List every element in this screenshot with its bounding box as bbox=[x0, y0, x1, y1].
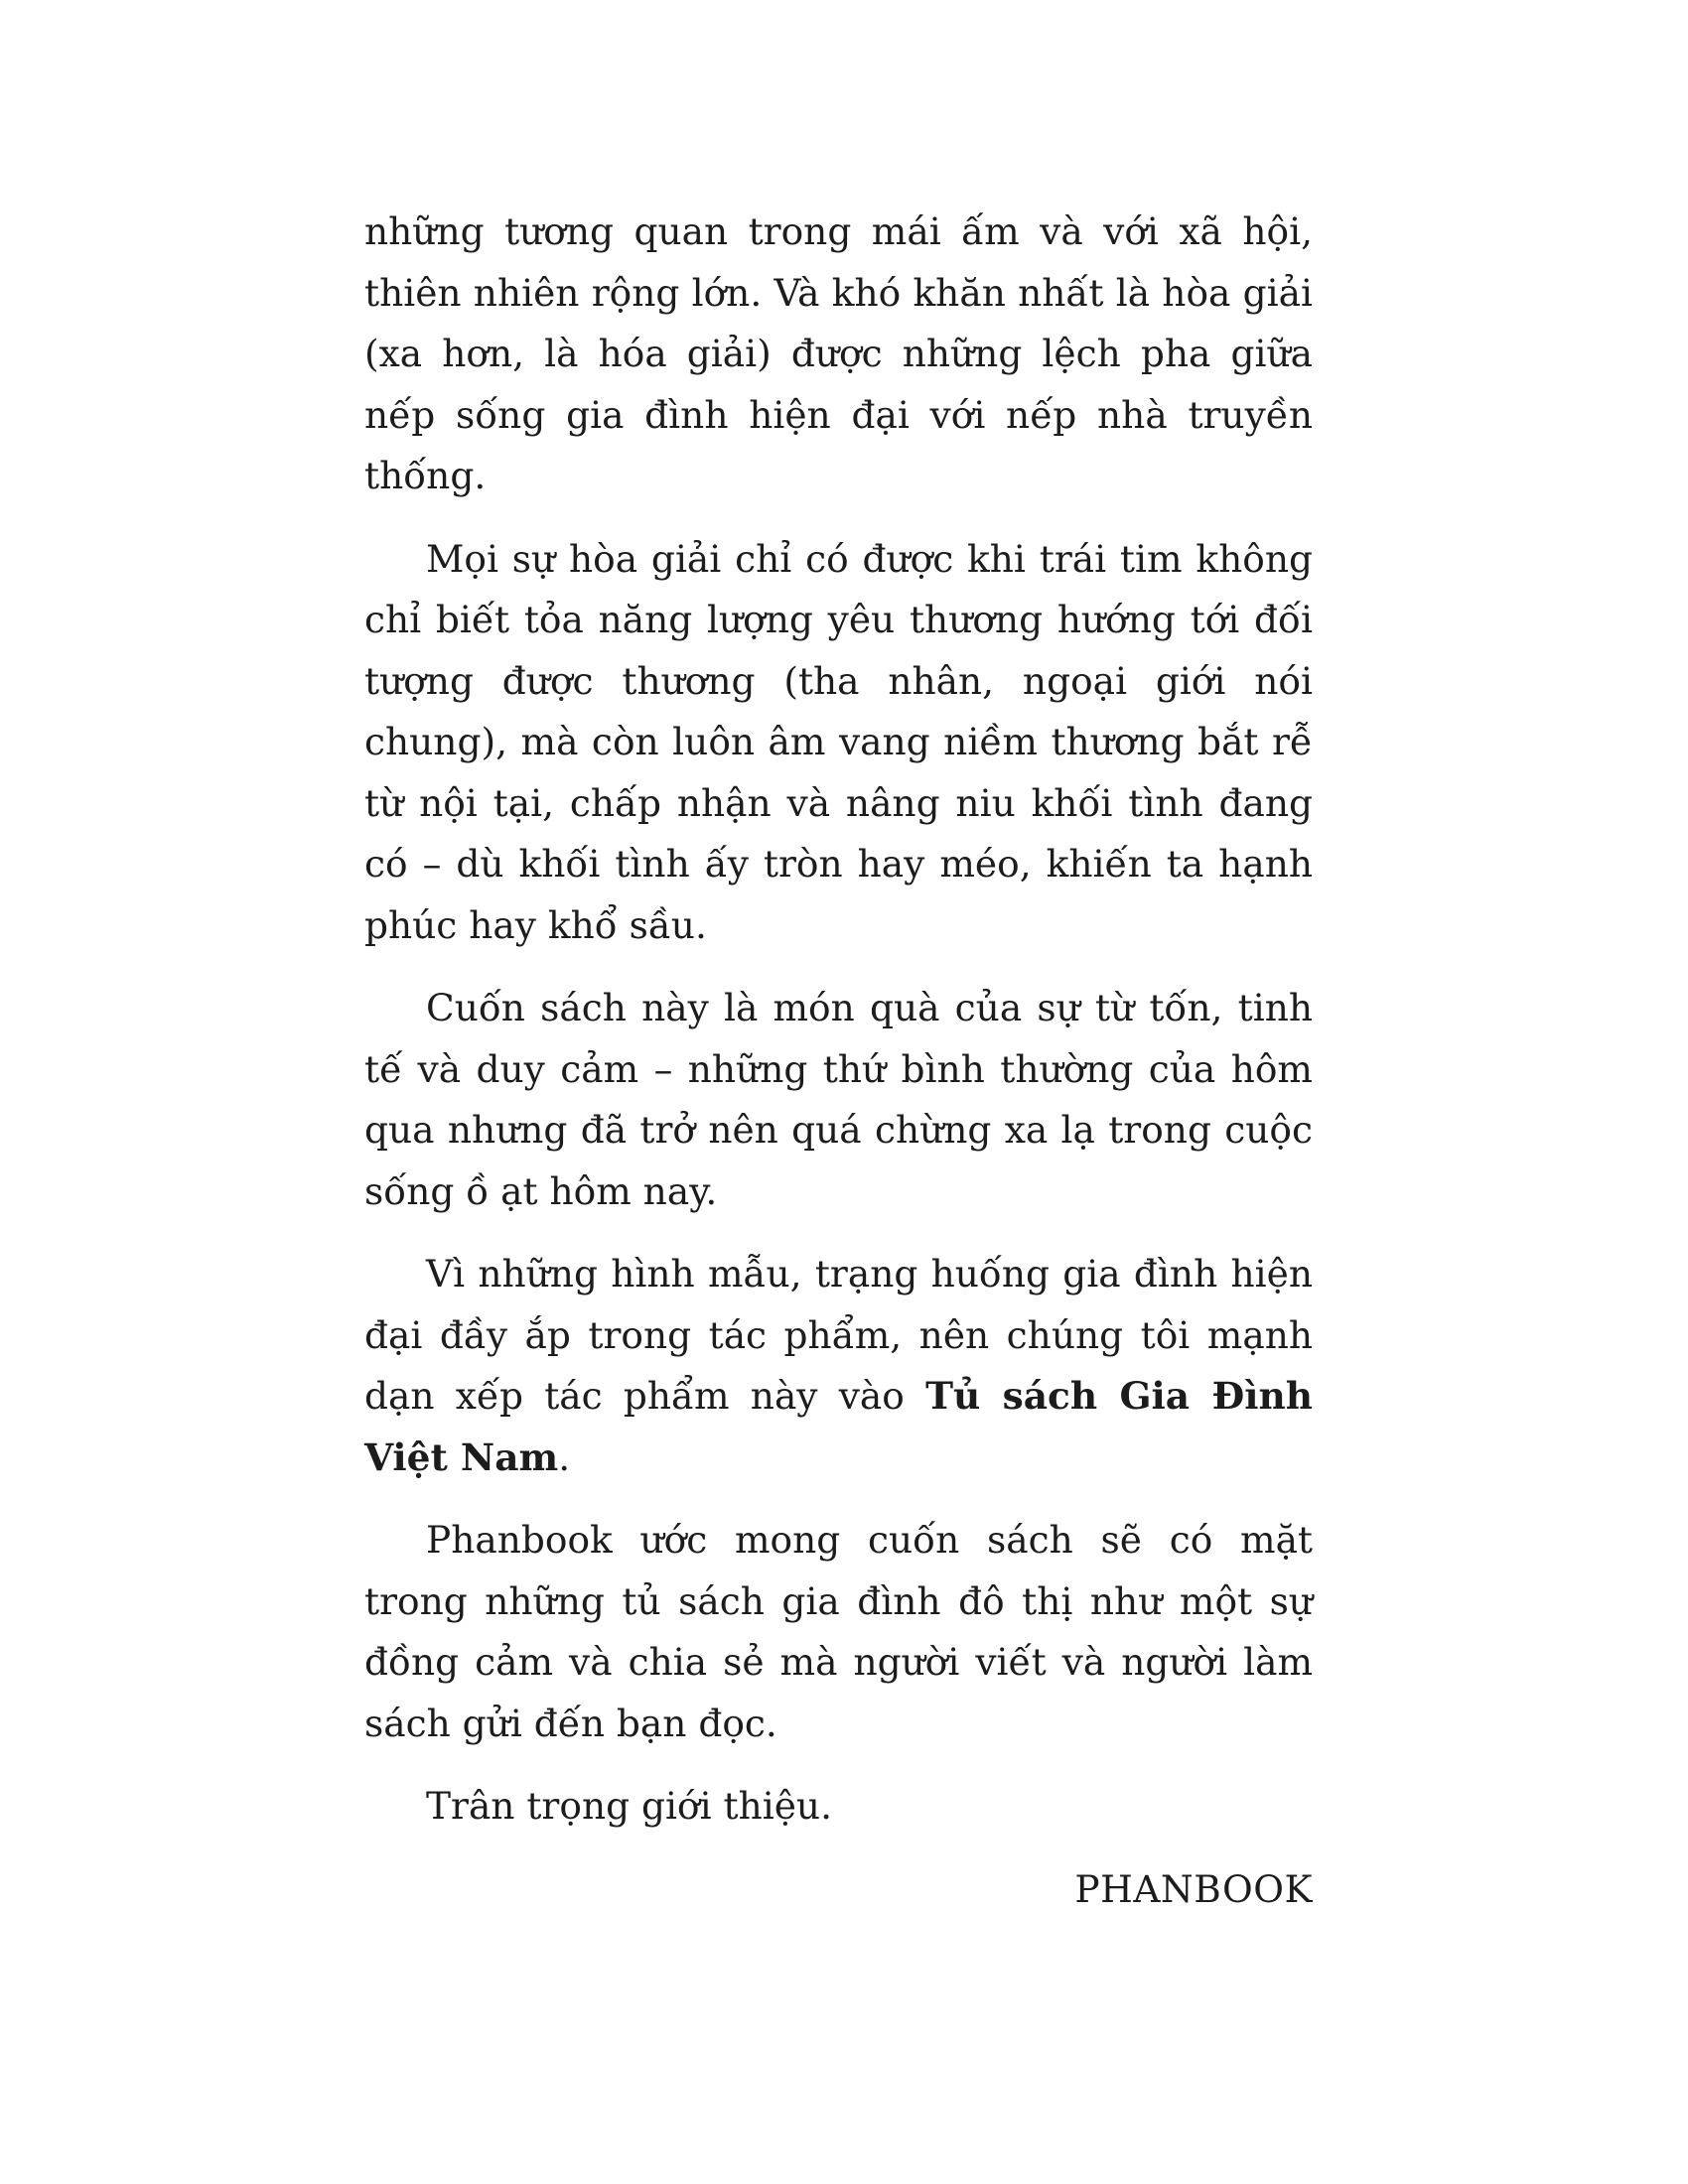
collection-text-before: Vì những hình mẫu, trạng huống gia đình hiện đại đầy ắp trong tác phẩm, nên chúng tôi mạnh dạn xếp tác phẩm này vào bbox=[364, 1252, 1313, 1418]
publisher-signature: PHANBOOK bbox=[1074, 1866, 1313, 1911]
book-preface-text bbox=[364, 202, 1313, 1920]
paragraph-closing: Phanbook ước mong cuốn sách sẽ có mặt trong những tủ sách gia đình đô thị như một sự đồng cảm và chia sẻ mà người viết và người làm sách gửi đến bạn đọc. bbox=[364, 1518, 1313, 1745]
paragraph-collection bbox=[364, 1244, 1313, 1488]
collection-title: Tủ sách Gia Đình Việt Nam bbox=[364, 1374, 1313, 1479]
paragraph-reconciliation: Mọi sự hòa giải chỉ có được khi trái tim không chỉ biết tỏa năng lượng yêu thương hướng tới đối tượng được thương (tha nhân, ngoại giới nói chung), mà còn luôn âm vang niềm thương bắt rễ từ nội tại, chấp nhận và nâng niu khối tình đang có – dù khối tình ấy tròn hay méo, khiến ta hạnh phúc hay khổ sầu. bbox=[364, 536, 1313, 947]
collection-text-after: . bbox=[558, 1434, 571, 1479]
paragraph-continuation: những tương quan trong mái ấm và với xã hội, thiên nhiên rộng lớn. Và khó khăn nhất là hòa giải (xa hơn, là hóa giải) được những lệch pha giữa nếp sống gia đình hiện đại với nếp nhà truyền thống. bbox=[364, 209, 1313, 497]
paragraph-gift: Cuốn sách này là món quà của sự từ tốn, tinh tế và duy cảm – những thứ bình thường của hôm qua nhưng đã trở nên quá chừng xa lạ trong cuộc sống ồ ạt hôm nay. bbox=[364, 986, 1313, 1213]
greeting: Trân trọng giới thiệu. bbox=[426, 1784, 832, 1828]
